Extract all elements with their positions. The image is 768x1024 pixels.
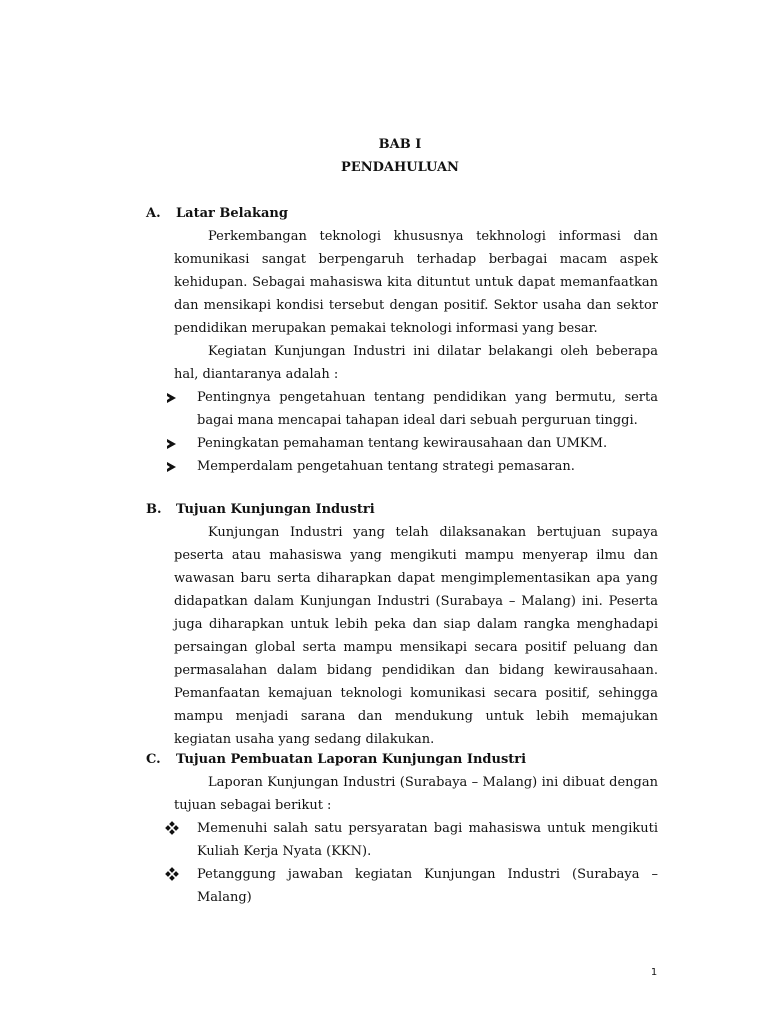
section-title: Tujuan Kunjungan Industri	[176, 502, 375, 517]
section-letter: C.	[146, 752, 161, 767]
diamond-bullet-icon	[166, 822, 178, 834]
chapter-title: PENDAHULUAN	[341, 160, 459, 175]
section-title: Tujuan Pembuatan Laporan Kunjungan Industri	[176, 752, 527, 767]
chapter-number: BAB I	[378, 137, 422, 152]
section-heading	[146, 202, 658, 225]
list-item	[166, 863, 658, 909]
section-letter: B.	[146, 502, 162, 517]
list-item-text: Pentingnya pengetahuan tentang pendidikan yang bermutu, serta bagai mana mencapai tahapan ideal dari sebuah perguruan tinggi.	[197, 390, 658, 428]
section-latar-belakang	[146, 202, 658, 478]
paragraph: Kunjungan Industri yang telah dilaksanakan bertujuan supaya peserta atau mahasiswa yang mengikuti mampu menyerap ilmu dan wawasan baru serta diharapkan dapat mengimplementasikan apa yang didapatkan dalam Kunjungan Industri (Surabaya – Malang) ini. Peserta juga diharapkan untuk lebih peka dan siap dalam rangka menghadapi persaingan global serta mampu mensikapi secara positif peluang dan permasalahan dalam bidang pendidikan dan bidang kewirausahaan. Pemanfaatan kemajuan teknologi komunikasi secara positif, sehingga mampu menjadi sarana dan mendukung untuk lebih memajukan kegiatan usaha yang sedang dilakukan.	[174, 525, 658, 747]
paragraph: Kegiatan Kunjungan Industri ini dilatar belakangi oleh beberapa hal, diantaranya adalah :	[174, 344, 658, 382]
page-number: 1	[650, 967, 658, 978]
section-heading	[146, 748, 658, 771]
section-tujuan-laporan	[146, 748, 658, 909]
list-item-text: Memenuhi salah satu persyaratan bagi mahasiswa untuk mengikuti Kuliah Kerja Nyata (KKN).	[197, 821, 658, 859]
arrow-bullet-icon	[167, 462, 176, 472]
diamond-bullet-icon	[166, 868, 178, 880]
paragraph: Laporan Kunjungan Industri (Surabaya – Malang) ini dibuat dengan tujuan sebagai berikut :	[174, 775, 658, 813]
section-heading	[146, 498, 658, 521]
section-tujuan-kunjungan	[146, 498, 658, 751]
list-item	[166, 817, 658, 863]
arrow-bullet-icon	[167, 439, 176, 449]
list-item	[166, 455, 658, 478]
bullet-list	[166, 386, 658, 478]
arrow-bullet-icon	[167, 393, 176, 403]
list-item-text: Peningkatan pemahaman tentang kewirausahaan dan UMKM.	[197, 436, 608, 451]
paragraph: Perkembangan teknologi khususnya tekhnologi informasi dan komunikasi sangat berpengaruh terhadap berbagai macam aspek kehidupan. Sebagai mahasiswa kita dituntut untuk dapat memanfaatkan dan mensikapi kondisi tersebut dengan positif. Sektor usaha dan sektor pendidikan merupakan pemakai teknologi informasi yang besar.	[174, 229, 658, 336]
bullet-list	[166, 817, 658, 909]
list-item	[166, 432, 658, 455]
list-item	[166, 386, 658, 432]
list-item-text: Petanggung jawaban kegiatan Kunjungan Industri (Surabaya – Malang)	[197, 867, 658, 905]
list-item-text: Memperdalam pengetahuan tentang strategi pemasaran.	[197, 459, 575, 474]
section-title: Latar Belakang	[176, 206, 288, 221]
section-letter: A.	[146, 206, 161, 221]
